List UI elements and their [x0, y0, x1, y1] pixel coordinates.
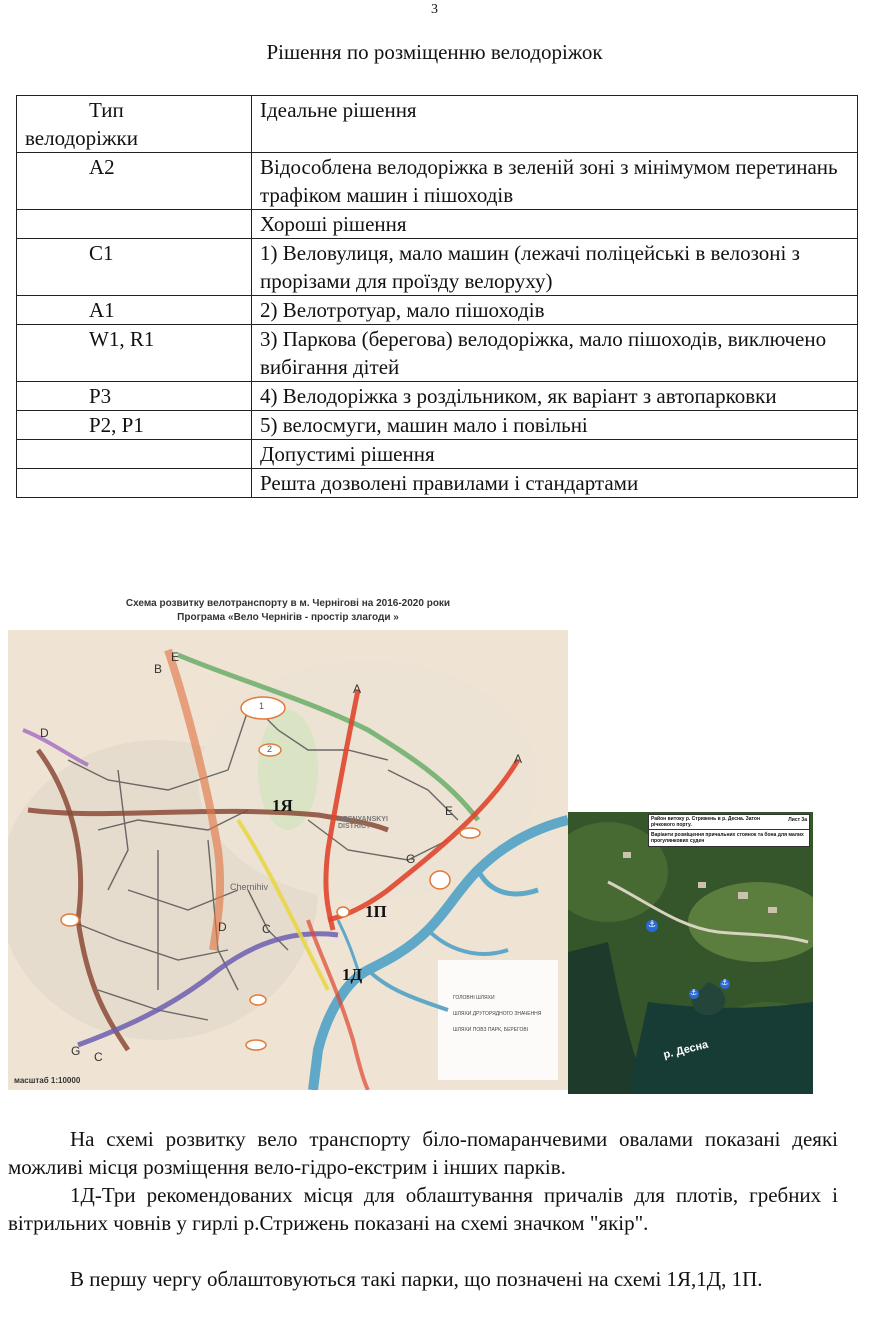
row-text: Відособлена велодоріжка в зеленій зоні з мінімумом перетинань трафіком машин і пішоходів	[252, 153, 858, 210]
row-text: 4) Велодоріжка з роздільником, як варіант з автопарковки	[252, 382, 858, 411]
row-text: Решта дозволені правилами і стандартами	[252, 469, 858, 498]
row-code: P2, P1	[89, 413, 144, 437]
anchor-icon: ⚓	[721, 978, 729, 987]
map-label-1p: 1П	[365, 902, 387, 921]
row-text: 2) Велотротуар, мало пішоходів	[252, 296, 858, 325]
page-title: Рішення по розміщенню велодоріжок	[266, 40, 603, 64]
table-row	[17, 210, 858, 239]
row-code: P3	[89, 384, 112, 408]
header-type-line2: велодоріжки	[25, 126, 138, 150]
table-row	[17, 325, 858, 382]
map-label-1d: 1Д	[342, 965, 363, 984]
legend-item: ШЛЯХИ ПОВЗ ПАРК, БЕРЕГОВІ	[453, 1027, 529, 1033]
table-row	[17, 469, 858, 498]
legend-item: ГОЛОВНІ ШЛЯХИ	[453, 995, 495, 1001]
table-row	[17, 440, 858, 469]
map-scale: масштаб 1:10000	[14, 1076, 81, 1085]
satellite-header	[648, 814, 810, 847]
table-row	[17, 153, 858, 210]
route-label-c: C	[94, 1050, 103, 1064]
route-label-d: D	[40, 726, 49, 740]
route-label-g: G	[406, 852, 416, 866]
header-type-cell	[17, 96, 252, 153]
anchor-icon: ⚓	[690, 988, 698, 997]
table-row	[17, 296, 858, 325]
row-text: 1) Веловулиця, мало машин (лежачі поліцейські в велозоні з прорізами для проїзду велоруху)	[252, 239, 858, 296]
table-row	[17, 239, 858, 296]
route-label-b: B	[154, 662, 163, 676]
page-number: 3	[431, 2, 438, 17]
route-label-e: E	[171, 650, 180, 664]
table-row	[17, 382, 858, 411]
table-header-row	[17, 96, 858, 153]
row-code: W1, R1	[89, 327, 155, 351]
header-solution-cell: Ідеальне рішення	[252, 96, 858, 153]
route-label-a: A	[514, 752, 523, 766]
map-oval-label-2: 2	[267, 744, 273, 754]
satellite-sheet: Лист 3а	[788, 817, 807, 823]
map-legend	[453, 990, 563, 1038]
row-code: A2	[89, 155, 115, 179]
header-type-line1: Тип	[89, 98, 124, 122]
route-label-c: C	[262, 922, 271, 936]
anchor-icon: ⚓	[648, 920, 657, 930]
paragraph: На схемі розвитку вело транспорту біло-помаранчевими овалами показані деякі можливі місця розміщення вело-гідро-екстрим і інших парків.	[8, 1127, 838, 1179]
map-label-1ya: 1Я	[272, 796, 293, 815]
map-oval-label-1: 1	[259, 701, 265, 711]
table-row	[17, 411, 858, 440]
satellite-subtitle: Варіанти розміщення причальних стоянок та бона для малих прогулянкових суден	[649, 829, 809, 846]
river-label: р. Десна	[662, 1038, 710, 1062]
satellite-image	[568, 812, 813, 1094]
bike-route-map	[8, 590, 568, 1090]
paragraph: 1Д-Три рекомендованих місця для облаштування причалів для плотів, гребних і вітрильних човнів у гирлі р.Стрижень показані на схемі значком "якір".	[8, 1183, 838, 1235]
route-label-d: D	[218, 920, 227, 934]
row-text: Хороші рішення	[252, 210, 858, 239]
row-text: Допустимі рішення	[252, 440, 858, 469]
row-code: C1	[89, 241, 114, 265]
row-code: A1	[89, 298, 115, 322]
map-city-label: Chernihiv	[230, 882, 269, 892]
route-label-a: A	[353, 682, 362, 696]
row-text: 5) велосмуги, машин мало і повільні	[252, 411, 858, 440]
route-label-g: G	[71, 1044, 81, 1058]
row-text: 3) Паркова (берегова) велодоріжка, мало пішоходів, виключено вибігання дітей	[252, 325, 858, 382]
route-label-e: E	[445, 804, 454, 818]
satellite-header-title: Район витоку р. Стрижень в р. Десна. Затон річкового порту.	[651, 816, 760, 828]
map-title: Схема розвитку велотранспорту в м. Чернігові на 2016-2020 роки	[125, 598, 451, 609]
map-subtitle: Програма «Вело Чернігів - простір злагоди »	[177, 612, 399, 623]
bike-lane-table	[16, 95, 858, 498]
legend-item: ШЛЯХИ ДРУГОРЯДНОГО ЗНАЧЕННЯ	[453, 1011, 542, 1017]
paragraph: В першу чергу облаштовуються такі парки, що позначені на схемі 1Я,1Д, 1П.	[70, 1267, 763, 1291]
map-district-label: DESNYANSKYI DISTRICT	[338, 816, 388, 830]
